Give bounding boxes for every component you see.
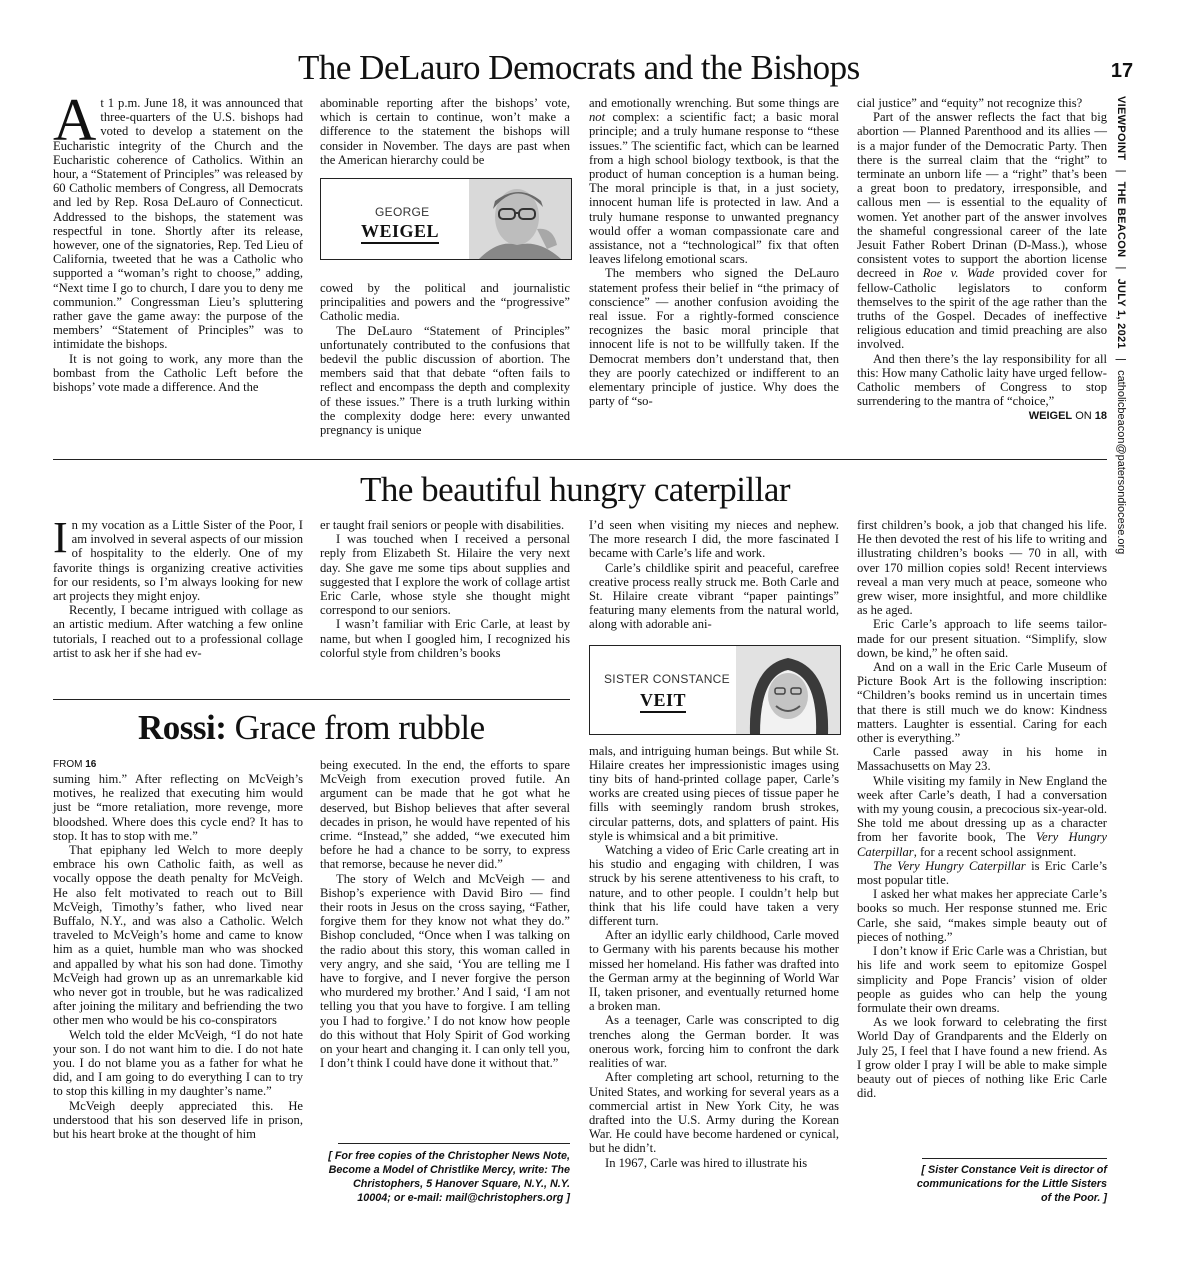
- folio-sep-3: |: [1115, 358, 1127, 361]
- author-box-veit: [589, 645, 841, 735]
- section-folio: [1115, 96, 1127, 554]
- story3-headline: [138, 708, 485, 748]
- jump-on: ON: [1075, 410, 1092, 423]
- story3-para: being executed. In the end, the efforts to spare McVeigh from execution proved futile. An argument can be made that he got what he deserved, but Bishop believes that after several decades in prison, he would have repented of his crime. “Instead,” she added, “we executed him before he had a chance to be sorry, to express that remorse, because he never did.”: [320, 758, 570, 872]
- website-link[interactable]: catholicbeacon@patersondiocese.org: [1115, 370, 1127, 555]
- story1-col3: [589, 96, 839, 408]
- author-first-name: GEORGE: [375, 205, 430, 219]
- jump-name: WEIGEL: [1028, 410, 1073, 423]
- author-last-name: VEIT: [640, 690, 686, 713]
- story3-para: That epiphany led Welch to more deeply embrace his own Catholic faith, as well as vocally oppose the death penalty for McVeigh. He also felt motivated to reach out to Bill McVeigh, Timothy’s father, who lived near Buffalo, N.Y., and was also a Catholic. Welch traveled to McVeigh’s home and came to know him as a quiet, humble man who was shocked and appalled by what his son had done. Timothy McVeigh had grown up as an unremarkable kid who never got in trouble, but he was radicalized after joining the military and befriending the two other men who would be his co-conspirators: [53, 843, 303, 1028]
- story2-para: er taught frail seniors or people with disabilities.: [320, 518, 565, 532]
- story1-para: It is not going to work, any more than the bombast from the Catholic Left before the bishops’ vote made a difference. And the: [53, 351, 303, 395]
- story1-jump[interactable]: [857, 409, 1107, 423]
- story3-para: The story of Welch and McVeigh — and Bishop’s experience with David Biro — find their roots in Jesus on the cross saying, “Father, forgive them for they know not what they do.” Bishop concluded, “Once when I was talking on the radio about this story, this woman called in very angry, and she said, ‘You are telling me I have to forgive, and I never forgive the person who murdered my brother.’ And I said, ‘I am not telling you that you have to forgive. I am telling you I had to forgive.’ I do not know how people do this without that Holy Spirit of God working on your heart and changing it. I can only tell you, I don’t think I could have done it without that.”: [320, 871, 570, 1071]
- author-first-name: SISTER CONSTANCE: [604, 672, 730, 686]
- story1-col4: [857, 96, 1107, 424]
- from-label: FROM: [53, 759, 83, 770]
- story1-dropcap: A: [53, 87, 97, 153]
- story2-para: I don’t know if Eric Carle was a Christian, but his life and work seem to epitomize Gospel simplicity and Pope Francis’ vision of older people as guides who can help the young formulate their own dreams.: [857, 944, 1107, 1015]
- story3-from[interactable]: [53, 759, 96, 770]
- story1-headline: The DeLauro Democrats and the Bishops: [298, 48, 860, 87]
- story2-para: After completing art school, returning to the United States, and working for several years as a commercial artist in New York City, he was drafted into the U.S. Army during the Korean War. He could have become hardened or cynical, but he didn’t.: [589, 1070, 839, 1156]
- story2-para: Carle’s childlike spirit and peaceful, carefree creative process really struck me. Both Carle and St. Hilaire create vibrant “paper paintings” featuring many elements from the natural world, along with adorable ani-: [589, 560, 839, 632]
- story1-para: abominable reporting after the bishops’ vote, which is certain to continue, won’t make a difference to the statement the bishops will consider in November. The days are past when the American hierarchy could be: [320, 96, 570, 167]
- story2-para: Eric Carle’s approach to life seems tailor-made for our present situation. “Simplify, slow down, be kind,” he often said.: [857, 617, 1107, 660]
- story1-para: And then there’s the lay responsibility for all this: How many Catholic laity have urged fellow-Catholic members of Congress to stop surrendering to the mantra of “choice,”: [857, 351, 1107, 409]
- story2-para: Recently, I became intrigued with collage as an artistic medium. After watching a few online tutorials, I reached out to a professional collage artist to ask her if she had ev-: [53, 603, 303, 660]
- story3-col1: [53, 772, 303, 1141]
- story1-col2: [320, 96, 570, 437]
- rossi-top-rule: [53, 699, 570, 700]
- credit-rule: [338, 1143, 570, 1144]
- author-last-name: WEIGEL: [361, 221, 439, 244]
- publication-name: THE BEACON: [1115, 181, 1127, 258]
- story2-col3: [589, 518, 839, 1170]
- story3-para: suming him.” After reflecting on McVeigh’s motives, he realized that executing him would just be “more retaliation, more revenge, more bloodshed. Where does this cycle end? It has to stop. It has to stop with me.”: [53, 772, 303, 843]
- story3-para: Welch told the elder McVeigh, “I do not hate your son. I do not want him to die. I do not hate you. I do not blame you as a father for what he did, and I am going to do everything I can to try to stop this killing in my daughter’s name.”: [53, 1027, 303, 1099]
- story1-para: cowed by the political and journalistic principalities and powers and the “progressive” Catholic media.: [320, 281, 570, 324]
- from-page: 16: [85, 759, 97, 770]
- story2-dropcap: I: [53, 513, 68, 562]
- page-number: 17: [1110, 60, 1134, 82]
- story2-para: And on a wall in the Eric Carle Museum of Picture Book Art is the following inscription: “Children’s books remind us in uncertain times that there is still much we do know: Kindness matters. Laughter is essential. Caring for each other is everything.”: [857, 660, 1107, 746]
- section-divider: [53, 459, 1107, 460]
- story2-headline: The beautiful hungry caterpillar: [360, 470, 791, 509]
- author-photo-weigel: [469, 179, 571, 259]
- story2-col2: [320, 518, 570, 660]
- story2-para: As a teenager, Carle was conscripted to dig trenches along the German border. It was onerous work, forcing him to confront the dark realities of war.: [589, 1013, 839, 1071]
- story1-para: The DeLauro “Statement of Principles” unfortunately contributed to the confusions that bedevil the public discussion of abortion. The members said that that debate “often fails to reflect and encompass the depth and complexity of these issues.” There is a truth lurking within the complexity dodge here: every unwanted pregnancy is unique: [320, 323, 570, 438]
- jump-page: 18: [1094, 410, 1107, 423]
- story2-para: first children’s book, a job that changed his life. He then devoted the rest of his life to writing and illustrating children’s books — 70 in all, with over 170 million copies sold! Recent interviews reveal a man very much at peace, someone who grew wiser, more insightful, and more childlike as he aged.: [857, 518, 1107, 618]
- story2-para: While visiting my family in New England the week after Carle’s death, I had a conversation with my young cousin, a precocious six-year-old. She told me about dressing up as a character from her favorite book, The Very Hungry Caterpillar, for a recent school assignment.: [857, 773, 1107, 859]
- story2-para: The Very Hungry Caterpillar is Eric Carle’s most popular title.: [857, 858, 1107, 888]
- story2-col4: [857, 518, 1107, 1100]
- story2-credit: [ Sister Constance Veit is director of communications for the Little Sisters of the Poor. ]: [916, 1164, 1107, 1204]
- story2-para: I was touched when I received a personal reply from Elizabeth St. Hilaire the very next day. She gave me some tips about supplies and suggested that I explore the work of collage artist Eric Carle, whose style she thought might correspond to our seniors.: [320, 532, 570, 618]
- story3-col2: [320, 758, 570, 1070]
- story1-para: and emotionally wrenching. But some things are not complex: a scientific fact; a basic moral principle; and a truly humane response to “these issues.” The scientific fact, which can be learned from a high school biology textbook, is that the product of human conception is a human being. The moral principle is that, in a just society, innocent human life is protected in law. And a truly humane response to unwanted pregnancy would offer a woman compassionate care and assistance, not a “technological” fix that often leaves lifelong emotional scars.: [589, 96, 839, 267]
- story3-credit: [ For free copies of the Christopher News Note, Become a Model of Christlike Mercy, write: The Christophers, 5 Hanover Square, N.Y., N.Y. 10004; or e-mail: mail@christophers.org ]: [328, 1150, 570, 1204]
- folio-sep-1: |: [1115, 169, 1127, 173]
- headline-bold: Rossi:: [138, 708, 227, 747]
- story2-para: I’d seen when visiting my nieces and nephew. The more research I did, the more fascinated I became with Carle’s life and work.: [589, 518, 839, 561]
- story1-para: t 1 p.m. June 18, it was announced that three-quarters of the U.S. bishops had voted to develop a statement on the Eucharistic integrity of the Church and the Eucharistic coherence of Catholics. Within an hour, a “Statement of Principles” was released by 60 Catholic members of Congress, all Democrats and led by Rep. Rosa DeLauro of Connecticut. Addressed to the bishops, the statement was respectful in tone. Shortly after its release, however, one of the signatories, Rep. Ted Lieu of California, tweeted that he was a Catholic who supported a “woman’s right to choose,” adding, “Next time I go to church, I dare you to deny me communion.” Congressman Lieu’s spluttering rather gave the game away: the purpose of the members’ “Statement of Principles” was to intimidate the bishops.: [53, 96, 303, 352]
- story2-para: n my vocation as a Little Sister of the Poor, I am involved in several aspects of our mission of hospitality to the elderly. One of my favorite things is organizing creative activities for our residents, so I’m always looking for new art projects they might enjoy.: [53, 518, 303, 604]
- author-box-weigel: [320, 178, 572, 260]
- page-sidebar: [1107, 60, 1137, 620]
- story2-para: After an idyllic early childhood, Carle moved to Germany with his parents because his mother missed her homeland. His father was drafted into the German army at the beginning of World War II, taken prisoner, and eventually returned home a broken man.: [589, 928, 839, 1014]
- story2-para: Carle passed away in his home in Massachusetts on May 23.: [857, 745, 1107, 774]
- story2-col1: [53, 513, 303, 660]
- story2-para: In 1967, Carle was hired to illustrate his: [605, 1155, 808, 1170]
- story1-para: The members who signed the DeLauro statement profess their belief in “the primacy of conscience” — another confusion avoiding the real issue. For a rightly-formed conscience recognizes the basic moral principle that innocent life is not to be willfully taken. If the Democrat members don’t understand that, then they are poorly catechized or indifferent to an elementary principle of justice. Why does the party of “so-: [589, 266, 839, 409]
- story2-para: I wasn’t familiar with Eric Carle, at least by name, but when I googled him, I recognized his colorful style from children’s books: [320, 617, 570, 660]
- folio-sep-2: |: [1115, 266, 1127, 270]
- story3-para: McVeigh deeply appreciated this. He understood that his son deserved life in prison, but his heart broke at the thought of him: [53, 1098, 303, 1142]
- story2-para: Watching a video of Eric Carle creating art in his studio and engaging with children, I was struck by his serene attentiveness to his craft, to nature, and to other people. I couldn’t help but think that his life could have taken a very different turn.: [589, 843, 839, 929]
- story2-para: mals, and intriguing human beings. But while St. Hilaire creates her impressionistic images using tiny bits of hand-printed collage paper, Carle’s works are created using pieces of tissue paper he fills with seemingly random brush strokes, circular patterns, dots, and splatters of paint. His style is whimsical and a bit primitive.: [589, 743, 839, 843]
- section-name: VIEWPOINT: [1115, 96, 1127, 161]
- credit-rule: [922, 1158, 1107, 1159]
- story2-para: I asked her what makes her appreciate Carle’s books so much. Her response stunned me. Eric Carle, she said, “makes simple beauty out of pieces of nothing.”: [857, 887, 1107, 944]
- author-photo-veit: [736, 646, 840, 734]
- story1-col1: [53, 87, 303, 395]
- issue-date: JULY 1, 2021: [1115, 278, 1127, 349]
- story1-para: Part of the answer reflects the fact that big abortion — Planned Parenthood and its allies — is a major funder of the Democratic Party. Then there is the surreal claim that the “right” to terminate an unborn life — a “right” that’s been a great boon to predatory, irresponsible, and callous men — is essential to the equality of women. Yet another part of the answer involves the shameful congressional career of the late Jesuit Father Robert Drinan (D-Mass.), whose consistent votes to support the abortion license decreed in Roe v. Wade provided cover for fellow-Catholic legislators to conform themselves to the spirit of the age rather than the truths of the Gospel. Decades of ineffective religious education and timid preaching are also involved.: [857, 110, 1107, 352]
- story1-para: cial justice” and “equity” not recognize this?: [857, 96, 1083, 110]
- headline-rest: Grace from rubble: [226, 708, 485, 747]
- story2-para: As we look forward to celebrating the first World Day of Grandparents and the Elderly on July 25, I feel that I have found a new friend. As I grow older I pray I will be able to make simple beauty out of pieces of nothing like Eric Carle did.: [857, 1015, 1107, 1101]
